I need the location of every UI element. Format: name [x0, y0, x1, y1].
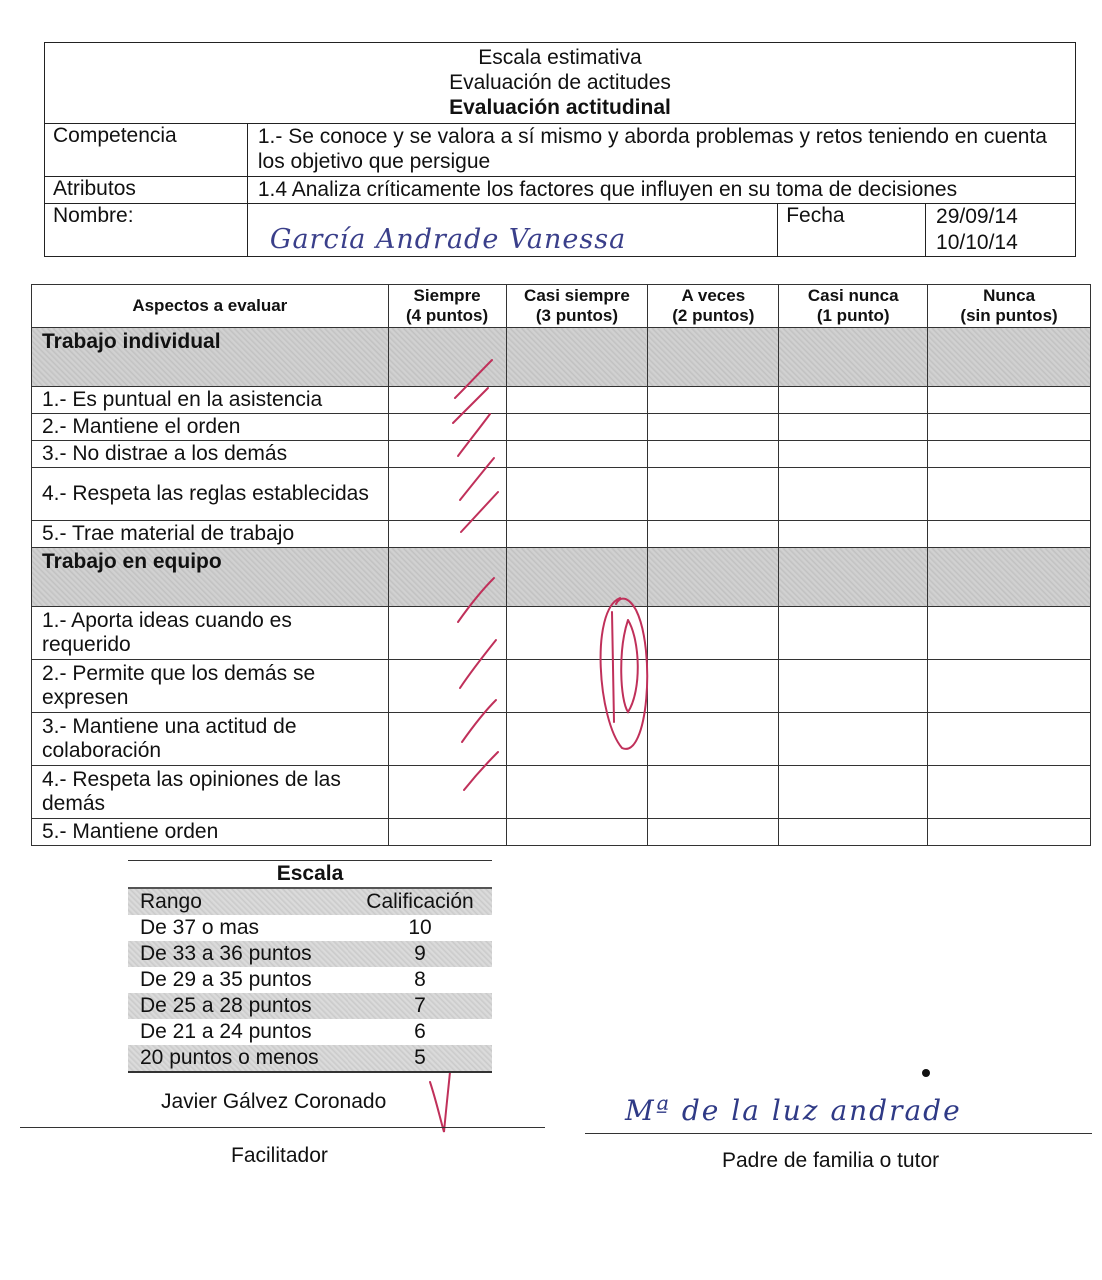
- title-line-3: Evaluación actitudinal: [449, 96, 671, 119]
- scale-row: [128, 1045, 492, 1072]
- rating-cell[interactable]: [388, 660, 506, 713]
- rating-cell[interactable]: [928, 521, 1091, 548]
- nombre-label: Nombre:: [45, 204, 248, 257]
- item-label: 2.- Mantiene el orden: [32, 414, 389, 441]
- table-row: [32, 819, 1091, 846]
- scale-row: [128, 941, 492, 967]
- section-title: Trabajo en equipo: [32, 548, 389, 607]
- scale-row: [128, 1019, 492, 1045]
- rating-cell[interactable]: [506, 387, 648, 414]
- item-label: 5.- Mantiene orden: [32, 819, 389, 846]
- rating-cell[interactable]: [779, 521, 928, 548]
- nombre-handwritten: García Andrade Vanessa: [269, 224, 627, 255]
- header-table: [44, 42, 1076, 257]
- scale-rango: De 37 o mas: [140, 916, 260, 939]
- eval-header-row: [32, 285, 1091, 328]
- nunca-header: Nunca (sin puntos): [928, 285, 1091, 328]
- rating-cell[interactable]: [779, 441, 928, 468]
- scale-row: [128, 915, 492, 941]
- rating-cell[interactable]: [928, 766, 1091, 819]
- scale-calificacion: 10: [408, 916, 432, 939]
- rating-cell[interactable]: [388, 414, 506, 441]
- rating-cell[interactable]: [388, 387, 506, 414]
- atributos-text: 1.4 Analiza críticamente los factores que influyen en su toma de decisiones: [247, 177, 1075, 204]
- rating-cell[interactable]: [928, 387, 1091, 414]
- item-label: 3.- Mantiene una actitud de colaboración: [32, 713, 389, 766]
- scale-table: [128, 860, 492, 1073]
- rating-cell[interactable]: [648, 713, 779, 766]
- item-label: 4.- Respeta las opiniones de las demás: [32, 766, 389, 819]
- rating-cell[interactable]: [648, 387, 779, 414]
- ink-dot: [922, 1069, 930, 1077]
- rating-cell[interactable]: [648, 441, 779, 468]
- rating-cell[interactable]: [506, 660, 648, 713]
- rating-cell[interactable]: [648, 660, 779, 713]
- rating-cell[interactable]: [928, 713, 1091, 766]
- fecha-values: [926, 204, 1076, 257]
- scale-rango: De 29 a 35 puntos: [140, 968, 312, 991]
- rating-cell[interactable]: [506, 468, 648, 521]
- aspectos-header: Aspectos a evaluar: [32, 285, 389, 328]
- table-row: [32, 713, 1091, 766]
- table-row: [32, 387, 1091, 414]
- item-label: 2.- Permite que los demás se expresen: [32, 660, 389, 713]
- scale-row: [128, 967, 492, 993]
- facilitador-label: Facilitador: [231, 1144, 328, 1167]
- rating-cell[interactable]: [506, 441, 648, 468]
- rating-cell[interactable]: [779, 660, 928, 713]
- evaluation-table: [31, 284, 1091, 846]
- rango-header: Rango: [128, 888, 348, 915]
- table-row: [32, 414, 1091, 441]
- item-label: 3.- No distrae a los demás: [32, 441, 389, 468]
- table-row: [32, 521, 1091, 548]
- item-label: 1.- Es puntual en la asistencia: [32, 387, 389, 414]
- section-title: Trabajo individual: [32, 328, 389, 387]
- fecha-2: 10/10/14: [936, 231, 1018, 254]
- rating-cell[interactable]: [648, 607, 779, 660]
- scale-calificacion: 7: [348, 993, 492, 1019]
- scale-row: [128, 993, 492, 1019]
- rating-cell[interactable]: [928, 414, 1091, 441]
- rating-cell[interactable]: [388, 713, 506, 766]
- competencia-text: 1.- Se conoce y se valora a sí mismo y aborda problemas y retos teniendo en cuenta los objetivo que persigue: [247, 124, 1075, 177]
- rating-cell[interactable]: [928, 819, 1091, 846]
- competencia-label: Competencia: [45, 124, 248, 177]
- rating-cell[interactable]: [506, 521, 648, 548]
- rating-cell[interactable]: [506, 766, 648, 819]
- item-label: 5.- Trae material de trabajo: [32, 521, 389, 548]
- rating-cell[interactable]: [779, 387, 928, 414]
- atributos-label: Atributos: [45, 177, 248, 204]
- rating-cell[interactable]: [388, 819, 506, 846]
- calificacion-header: Calificación: [348, 888, 492, 915]
- rating-cell[interactable]: [779, 468, 928, 521]
- table-row: [32, 468, 1091, 521]
- rating-cell[interactable]: [779, 713, 928, 766]
- rating-cell[interactable]: [506, 713, 648, 766]
- scale-rango: De 33 a 36 puntos: [128, 941, 348, 967]
- scale-rango: De 25 a 28 puntos: [128, 993, 348, 1019]
- rating-cell[interactable]: [779, 607, 928, 660]
- rating-cell[interactable]: [388, 766, 506, 819]
- item-label: 4.- Respeta las reglas establecidas: [32, 468, 389, 521]
- tutor-label: Padre de familia o tutor: [722, 1149, 940, 1172]
- rating-cell[interactable]: [779, 414, 928, 441]
- rating-cell[interactable]: [779, 819, 928, 846]
- scale-calificacion: 9: [348, 941, 492, 967]
- rating-cell[interactable]: [648, 819, 779, 846]
- rating-cell[interactable]: [388, 521, 506, 548]
- siempre-header: Siempre (4 puntos): [388, 285, 506, 328]
- section-row-equipo: [32, 548, 1091, 607]
- scale-calificacion: 5: [348, 1045, 492, 1072]
- section-row-individual: [32, 328, 1091, 387]
- rating-cell[interactable]: [779, 766, 928, 819]
- rating-cell[interactable]: [388, 607, 506, 660]
- rating-cell[interactable]: [506, 414, 648, 441]
- rating-cell[interactable]: [648, 468, 779, 521]
- rating-cell[interactable]: [928, 468, 1091, 521]
- form-title: [45, 43, 1076, 124]
- facilitador-signature-line: [20, 1127, 545, 1128]
- rating-cell[interactable]: [506, 607, 648, 660]
- grade-tick-mark: [430, 1072, 450, 1132]
- casi-siempre-header: Casi siempre (3 puntos): [506, 285, 648, 328]
- rating-cell[interactable]: [388, 441, 506, 468]
- scale-calificacion: 8: [414, 968, 426, 991]
- rating-cell[interactable]: [648, 521, 779, 548]
- rating-cell[interactable]: [506, 819, 648, 846]
- item-label: 1.- Aporta ideas cuando es requerido: [32, 607, 389, 660]
- scale-rango: De 21 a 24 puntos: [140, 1020, 312, 1043]
- fecha-1: 29/09/14: [936, 205, 1018, 228]
- rating-cell[interactable]: [388, 468, 506, 521]
- rating-cell[interactable]: [648, 766, 779, 819]
- table-row: [32, 441, 1091, 468]
- title-line-1: Escala estimativa: [478, 46, 642, 69]
- tutor-signature: Mª de la luz andrade: [625, 1094, 962, 1127]
- facilitador-name: Javier Gálvez Coronado: [161, 1090, 387, 1113]
- table-row: [32, 660, 1091, 713]
- tutor-signature-line: [585, 1133, 1092, 1134]
- scale-title: Escala: [128, 861, 492, 889]
- title-line-2: Evaluación de actitudes: [449, 71, 671, 94]
- table-row: [32, 766, 1091, 819]
- rating-cell[interactable]: [928, 441, 1091, 468]
- rating-cell[interactable]: [648, 414, 779, 441]
- nombre-field: [247, 204, 777, 257]
- a-veces-header: A veces (2 puntos): [648, 285, 779, 328]
- casi-nunca-header: Casi nunca (1 punto): [779, 285, 928, 328]
- rating-cell[interactable]: [928, 660, 1091, 713]
- fecha-label: Fecha: [778, 204, 926, 257]
- scale-rango: 20 puntos o menos: [128, 1045, 348, 1072]
- scale-calificacion: 6: [414, 1020, 426, 1043]
- rating-cell[interactable]: [928, 607, 1091, 660]
- table-row: [32, 607, 1091, 660]
